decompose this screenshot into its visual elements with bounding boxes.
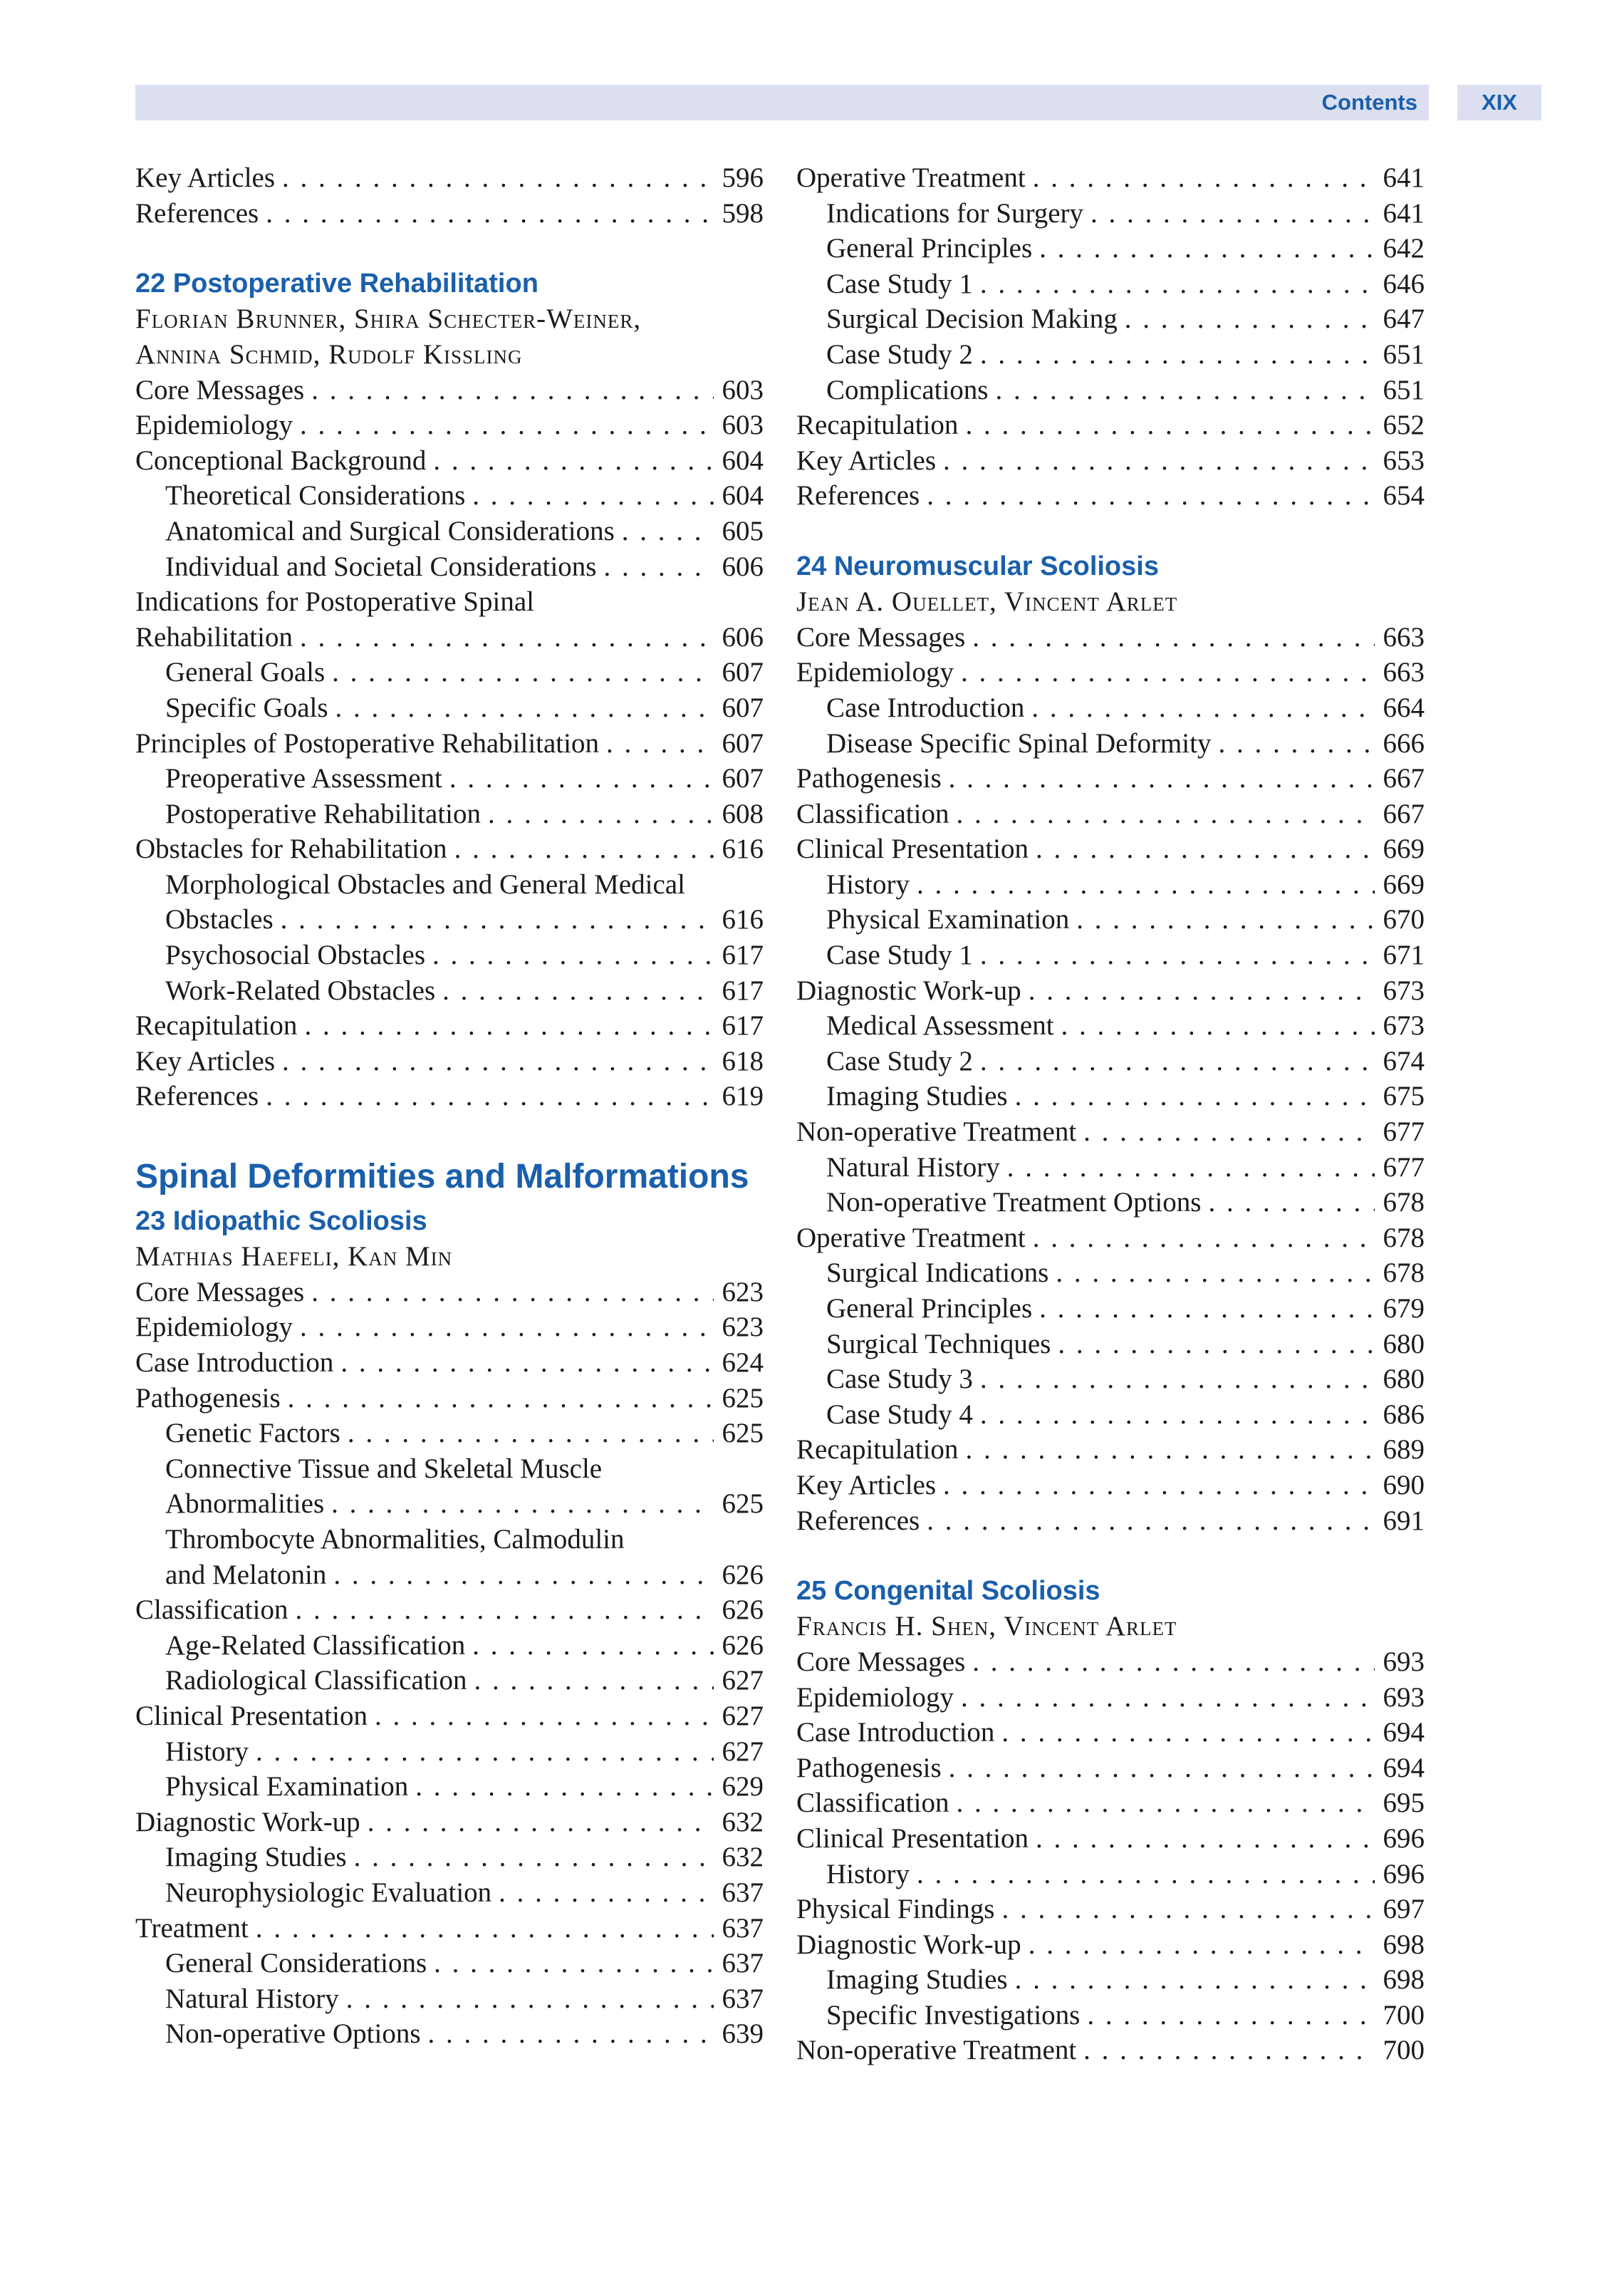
toc-entry[interactable]: Clinical Presentation . . . 627 [135,1698,764,1734]
chapter-24-authors: Jean A. Ouellet, Vincent Arlet [796,586,1178,618]
toc-subentry[interactable]: Indications for Surgery . . . 641 [796,196,1425,232]
chapter-25-authors: Francis H. Shen, Vincent Arlet [796,1611,1177,1642]
toc-subentry[interactable]: Non-operative Options . . . 639 [135,2016,764,2052]
toc-subentry[interactable]: Preoperative Assessment . . . 607 [135,761,764,797]
toc-entry[interactable]: Key Articles . . . 653 [796,443,1425,479]
toc-entry[interactable]: Obstacles for Rehabilitation . . . 616 [135,831,764,867]
toc-subentry[interactable]: Specific Investigations . . . 700 [796,1998,1425,2033]
toc-entry[interactable]: Diagnostic Work-up . . . 632 [135,1805,764,1840]
toc-entry[interactable]: Epidemiology . . . 693 [796,1680,1425,1716]
toc-subentry[interactable]: General Considerations . . . 637 [135,1946,764,1981]
toc-entry[interactable]: Recapitulation . . . 689 [796,1432,1425,1468]
toc-entry[interactable]: References . . . 619 [135,1079,764,1114]
chapter-22-heading[interactable]: 22 Postoperative Rehabilitation [135,268,538,299]
toc-entry[interactable]: Rehabilitation . . . 606 [135,620,764,655]
toc-subentry-wrapped-line[interactable]: Morphological Obstacles and General Medical [165,868,685,900]
toc-subentry[interactable]: Radiological Classification . . . 627 [135,1663,764,1698]
toc-entry[interactable]: Clinical Presentation . . . 696 [796,1821,1425,1857]
toc-subentry[interactable]: History . . . 627 [135,1734,764,1770]
toc-subentry[interactable]: Medical Assessment . . . 673 [796,1008,1425,1044]
toc-subentry[interactable]: Physical Examination . . . 670 [796,902,1425,938]
toc-entry[interactable]: Principles of Postoperative Rehabilitation . . . 607 [135,726,764,762]
toc-entry[interactable]: Key Articles . . . 618 [135,1044,764,1079]
toc-entry[interactable]: Operative Treatment . . . 678 [796,1220,1425,1256]
toc-entry[interactable]: Core Messages . . . 663 [796,620,1425,655]
chapter-22-authors: Florian Brunner, Shira Schecter-Weiner, [135,304,642,335]
toc-subentry[interactable]: Work-Related Obstacles . . . 617 [135,973,764,1009]
toc-subentry[interactable]: Natural History . . . 637 [135,1981,764,2017]
toc-subentry[interactable]: Psychosocial Obstacles . . . 617 [135,938,764,973]
running-header-page-number: XIX [1457,85,1541,120]
toc-entry[interactable]: Case Introduction . . . 624 [135,1345,764,1381]
toc-entry[interactable]: Key Articles . . . 690 [796,1468,1425,1503]
toc-subentry-wrapped-line[interactable]: Connective Tissue and Skeletal Muscle [165,1453,603,1484]
toc-entry[interactable]: Epidemiology . . . 603 [135,408,764,443]
toc-entry[interactable]: Core Messages . . . 623 [135,1275,764,1310]
toc-entry[interactable]: Physical Findings . . . 697 [796,1892,1425,1927]
toc-entry[interactable]: References . . . 654 [796,478,1425,514]
toc-entry[interactable]: Pathogenesis . . . 667 [796,761,1425,797]
toc-subentry[interactable]: Surgical Decision Making . . . 647 [796,301,1425,337]
toc-entry[interactable]: Recapitulation . . . 617 [135,1008,764,1044]
toc-subentry[interactable]: General Principles . . . 642 [796,231,1425,266]
toc-entry[interactable]: Non-operative Treatment . . . 700 [796,2033,1425,2068]
toc-subentry[interactable]: Imaging Studies . . . 698 [796,1962,1425,1998]
toc-entry[interactable]: Diagnostic Work-up . . . 673 [796,973,1425,1009]
toc-subentry[interactable]: Non-operative Treatment Options . . . 678 [796,1185,1425,1220]
toc-subentry[interactable]: Abnormalities . . . 625 [135,1486,764,1522]
chapter-22-authors: Annina Schmid, Rudolf Kissling [135,338,523,370]
toc-subentry[interactable]: General Goals . . . 607 [135,655,764,690]
toc-subentry-wrapped-line[interactable]: Thrombocyte Abnormalities, Calmodulin [165,1523,625,1555]
toc-subentry[interactable]: Imaging Studies . . . 675 [796,1079,1425,1114]
toc-entry[interactable]: Core Messages . . . 693 [796,1644,1425,1680]
toc-entry-wrapped-line[interactable]: Indications for Postoperative Spinal [135,586,534,618]
toc-subentry[interactable]: Disease Specific Spinal Deformity . . . 666 [796,726,1425,762]
toc-entry[interactable]: Pathogenesis . . . 694 [796,1750,1425,1786]
toc-left-column [135,160,764,2052]
toc-subentry[interactable]: Imaging Studies . . . 632 [135,1840,764,1875]
toc-entry[interactable]: Conceptional Background . . . 604 [135,443,764,479]
toc-entry[interactable]: Treatment . . . 637 [135,1911,764,1946]
toc-subentry[interactable]: Genetic Factors . . . 625 [135,1416,764,1451]
toc-subentry[interactable]: Anatomical and Surgical Considerations . . . 605 [135,514,764,549]
toc-subentry[interactable]: General Principles . . . 679 [796,1291,1425,1327]
toc-entry[interactable]: Classification . . . 695 [796,1785,1425,1821]
toc-subentry[interactable]: History . . . 669 [796,867,1425,903]
toc-entry[interactable]: Epidemiology . . . 663 [796,655,1425,690]
toc-subentry[interactable]: Physical Examination . . . 629 [135,1769,764,1805]
toc-subentry[interactable]: Case Study 1 . . . 646 [796,266,1425,302]
toc-subentry[interactable]: Complications . . . 651 [796,373,1425,408]
toc-entry[interactable]: Key Articles . . . 596 [135,160,764,196]
toc-subentry[interactable]: Postoperative Rehabilitation . . . 608 [135,797,764,832]
toc-entry[interactable]: Core Messages . . . 603 [135,373,764,408]
toc-entry[interactable]: Epidemiology . . . 623 [135,1309,764,1345]
chapter-25-heading[interactable]: 25 Congenital Scoliosis [796,1575,1100,1606]
toc-subentry[interactable]: and Melatonin . . . 626 [135,1557,764,1593]
toc-subentry[interactable]: Case Introduction . . . 664 [796,690,1425,726]
toc-entry[interactable]: Classification . . . 626 [135,1592,764,1628]
toc-subentry[interactable]: Surgical Indications . . . 678 [796,1255,1425,1291]
toc-subentry[interactable]: Case Study 2 . . . 651 [796,337,1425,373]
toc-entry[interactable]: References . . . 691 [796,1503,1425,1539]
toc-entry[interactable]: Classification . . . 667 [796,797,1425,832]
toc-subentry[interactable]: Individual and Societal Considerations . . . 606 [135,549,764,585]
toc-subentry[interactable]: History . . . 696 [796,1857,1425,1892]
toc-entry[interactable]: References . . . 598 [135,196,764,232]
toc-entry[interactable]: Case Introduction . . . 694 [796,1715,1425,1750]
part-title: Spinal Deformities and Malformations [135,1157,749,1195]
toc-subentry[interactable]: Obstacles . . . 616 [135,902,764,938]
toc-subentry[interactable]: Neurophysiologic Evaluation . . . 637 [135,1875,764,1911]
toc-entry[interactable]: Operative Treatment . . . 641 [796,160,1425,196]
running-header-section: Contents [1321,90,1417,115]
toc-subentry[interactable]: Case Study 3 . . . 680 [796,1361,1425,1397]
toc-subentry[interactable]: Case Study 4 . . . 686 [796,1397,1425,1433]
toc-entry[interactable]: Pathogenesis . . . 625 [135,1381,764,1416]
toc-entry[interactable]: Diagnostic Work-up . . . 698 [796,1927,1425,1963]
toc-entry[interactable]: Recapitulation . . . 652 [796,408,1425,443]
toc-entry[interactable]: Non-operative Treatment . . . 677 [796,1114,1425,1150]
toc-subentry[interactable]: Age-Related Classification . . . 626 [135,1628,764,1664]
toc-subentry[interactable]: Theoretical Considerations . . . 604 [135,478,764,514]
toc-right-column [796,160,1425,2068]
toc-subentry[interactable]: Case Study 2 . . . 674 [796,1044,1425,1079]
toc-subentry[interactable]: Specific Goals . . . 607 [135,690,764,726]
toc-subentry[interactable]: Surgical Techniques . . . 680 [796,1327,1425,1362]
toc-subentry[interactable]: Natural History . . . 677 [796,1150,1425,1186]
toc-entry[interactable]: Clinical Presentation . . . 669 [796,831,1425,867]
toc-subentry[interactable]: Case Study 1 . . . 671 [796,938,1425,973]
chapter-23-authors: Mathias Haefeli, Kan Min [135,1241,453,1272]
chapter-23-heading[interactable]: 23 Idiopathic Scoliosis [135,1205,427,1236]
chapter-24-heading[interactable]: 24 Neuromuscular Scoliosis [796,551,1159,581]
